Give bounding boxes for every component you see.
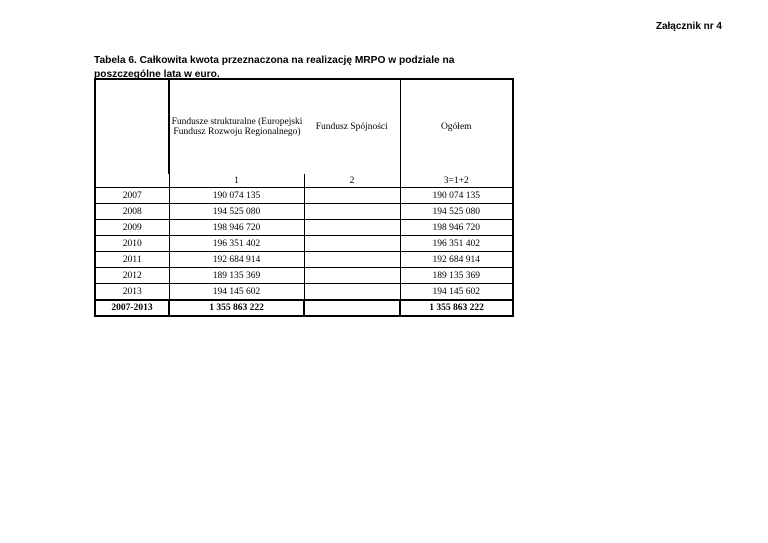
table-row [95, 236, 513, 252]
column-number-2: 2 [304, 174, 400, 188]
total-cell: 198 946 720 [400, 220, 513, 236]
total-row [95, 300, 513, 316]
total-cell: 194 145 602 [400, 284, 513, 301]
column-number-0 [95, 174, 169, 188]
table-row [95, 284, 513, 301]
total-structural-cell: 1 355 863 222 [169, 300, 304, 316]
cohesion-cell [304, 220, 400, 236]
structural-cell: 194 145 602 [169, 284, 304, 301]
total-cell: 192 684 914 [400, 252, 513, 268]
table-header-row [95, 79, 513, 174]
header-cell-year [95, 79, 169, 174]
structural-cell: 196 351 402 [169, 236, 304, 252]
column-number-row [95, 174, 513, 188]
cohesion-cell [304, 268, 400, 284]
year-cell: 2012 [95, 268, 169, 284]
cohesion-cell [304, 204, 400, 220]
structural-cell: 190 074 135 [169, 188, 304, 204]
total-cell: 189 135 369 [400, 268, 513, 284]
structural-cell: 189 135 369 [169, 268, 304, 284]
year-cell: 2011 [95, 252, 169, 268]
table-title: Tabela 6. Całkowita kwota przeznaczona na realizację MRPO w podziale na poszczególne lata w euro. [94, 55, 455, 80]
table-row [95, 220, 513, 236]
year-cell: 2010 [95, 236, 169, 252]
header-cell-structural: Fundusze strukturalne (Europejski Fundusz Rozwoju Regionalnego) [169, 79, 304, 174]
structural-cell: 192 684 914 [169, 252, 304, 268]
table-row [95, 268, 513, 284]
total-year-cell: 2007-2013 [95, 300, 169, 316]
total-cell: 196 351 402 [400, 236, 513, 252]
cohesion-cell [304, 236, 400, 252]
total-cohesion-cell [304, 300, 400, 316]
year-cell: 2007 [95, 188, 169, 204]
total-cell: 194 525 080 [400, 204, 513, 220]
header-cell-cohesion: Fundusz Spójności [315, 122, 388, 132]
total-total-cell: 1 355 863 222 [400, 300, 513, 316]
year-cell: 2013 [95, 284, 169, 301]
cohesion-cell [304, 284, 400, 301]
table-row [95, 188, 513, 204]
year-cell: 2008 [95, 204, 169, 220]
table-row [95, 252, 513, 268]
cohesion-cell [304, 188, 400, 204]
funding-table [94, 78, 514, 317]
year-cell: 2009 [95, 220, 169, 236]
annex-label: Załącznik nr 4 [655, 21, 722, 32]
table-row [95, 204, 513, 220]
column-number-1: 1 [169, 174, 304, 188]
structural-cell: 198 946 720 [169, 220, 304, 236]
table-body [95, 188, 513, 301]
header-cell-total: Ogółem [400, 79, 513, 174]
cohesion-cell [304, 252, 400, 268]
total-cell: 190 074 135 [400, 188, 513, 204]
column-number-3: 3=1+2 [400, 174, 513, 188]
structural-cell: 194 525 080 [169, 204, 304, 220]
